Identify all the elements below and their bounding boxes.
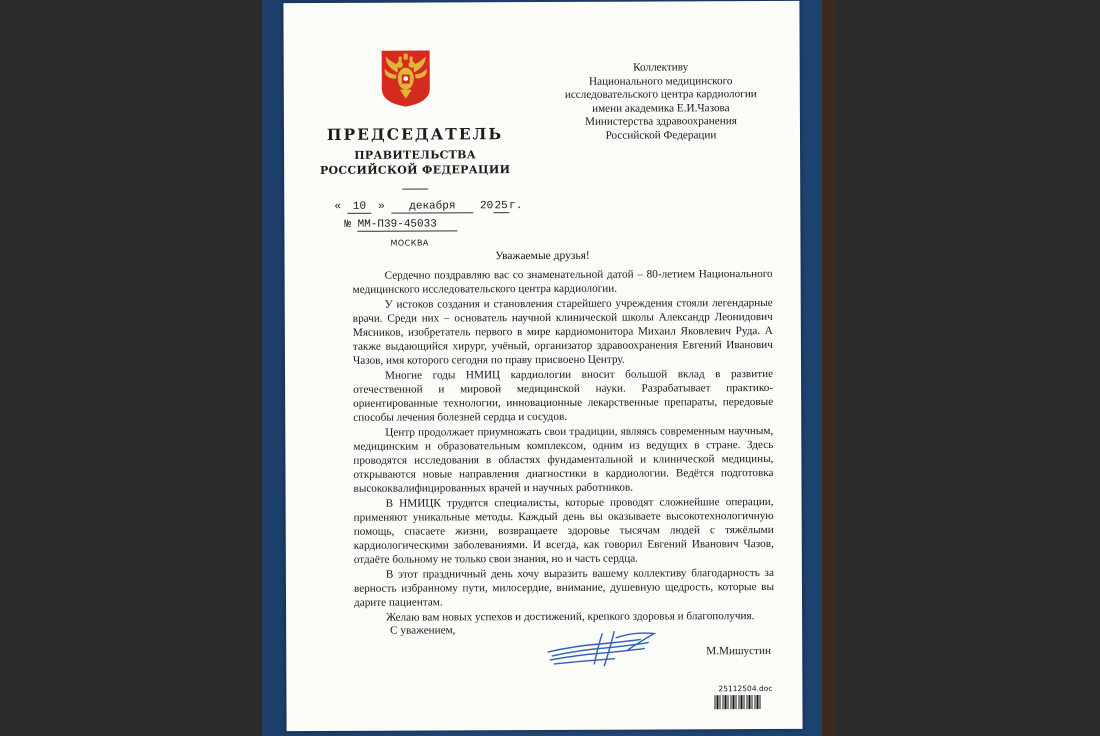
date-day: 10 xyxy=(347,201,371,214)
letterhead-subtitle-line-1: ПРАВИТЕЛЬСТВА xyxy=(354,148,476,162)
signer-name: М.Мишустин xyxy=(706,645,771,658)
letterhead-subtitle xyxy=(304,147,526,178)
addressee-line: Коллективу xyxy=(633,61,689,74)
russian-coat-of-arms-icon xyxy=(380,48,432,108)
addressee-line: Министерства здравоохранения xyxy=(584,115,737,129)
letter-city: МОСКВА xyxy=(390,238,429,248)
date-year-suffix: 25 xyxy=(494,200,508,213)
letterhead-divider xyxy=(402,188,428,189)
body-paragraph: У истоков создания и становления старейшего учреждения стояли легендарные врачи. Среди них – основатель научной клинической школы Александр Леонидович Мясников, изобретатель первого в мире кардиомонитора Михаил Яковлевич Руда. А также выдающийся хирург, учёный, организатор здравоохранения Евгений Иванович Чазов, имя которого сегодня по праву присвоено Центру. xyxy=(352,296,773,367)
date-month: декабря xyxy=(391,200,473,213)
date-year-mark: г. xyxy=(509,200,523,213)
desk-edge xyxy=(822,0,836,736)
letterhead-title: ПРЕДСЕДАТЕЛЬ xyxy=(326,124,504,144)
body-paragraph: Центр продолжает приумножать свои традиции, являясь современным научным, медицинским и образовательным комплексом, одним из ведущих в стране. Здесь проводятся исследования в областях фундаментальной и клинической медицины, открываются новые направления диагностики в кардиологии. Ведётся подготовка высококвалифицированных врачей и научных работников. xyxy=(353,424,774,496)
date-open-quote: « xyxy=(334,200,341,213)
letter-date xyxy=(334,200,522,214)
body-paragraph: Желаю вам новых успехов и достижений, крепкого здоровья и благополучия. xyxy=(386,609,755,624)
barcode-icon xyxy=(714,695,762,709)
letterhead xyxy=(304,120,526,190)
date-year-prefix: 20 xyxy=(479,200,494,213)
addressee-block xyxy=(546,61,776,144)
body-paragraph: В этот праздничный день хочу выразить вашему коллективу благодарность за верность избранному пути, милосердие, внимание, душевную щедрость, которые вы дарите пациентам. xyxy=(353,566,774,609)
body-paragraph: В НМИЦК трудятся специалисты, которые проводят сложнейшие операции, применяют уникальные методы. Каждый день вы оказываете высокотехнологичную помощь, спасаете жизни, возвращаете здоровье тысячам людей с тяжёлыми кардиологическими заболеваниями. И всегда, как говорил Евгений Иванович Чазов, отдаёте больному не только свои знания, но и часть сердца. xyxy=(353,495,774,567)
letter-closing: С уважением, xyxy=(390,624,456,637)
letterhead-subtitle-line-2: РОССИЙСКОЙ ФЕДЕРАЦИИ xyxy=(319,163,511,177)
number-value: ММ-П39-45033 xyxy=(358,218,458,231)
number-sign: № xyxy=(344,218,352,231)
letter-greeting: Уважаемые друзья! xyxy=(495,249,590,263)
addressee-line: имени академика Е.И.Чазова xyxy=(592,101,730,115)
addressee-line: исследовательского центра кардиологии xyxy=(564,88,757,102)
addressee-line: Российской Федерации xyxy=(605,129,717,142)
handwritten-signature xyxy=(544,627,662,668)
body-paragraph: Сердечно поздравляю вас со знаменательной датой – 80-летием Национального медицинского исследовательского центра кардиологии. xyxy=(352,267,773,296)
addressee-line: Национального медицинского xyxy=(588,74,733,88)
letter-number xyxy=(344,218,457,231)
letter-page xyxy=(283,1,802,731)
document-reference: 25112504.doc xyxy=(718,684,773,694)
letter-body xyxy=(353,267,775,625)
date-close-quote: » xyxy=(378,200,385,213)
body-paragraph: Многие годы НМИЦ кардиологии вносит большой вклад в развитие отечественной и мировой медицинской науки. Разрабатывает практико-ориентированные технологии, инновационные лекарственные препараты, передовые способы лечения болезней сердца и сосудов. xyxy=(353,367,774,424)
